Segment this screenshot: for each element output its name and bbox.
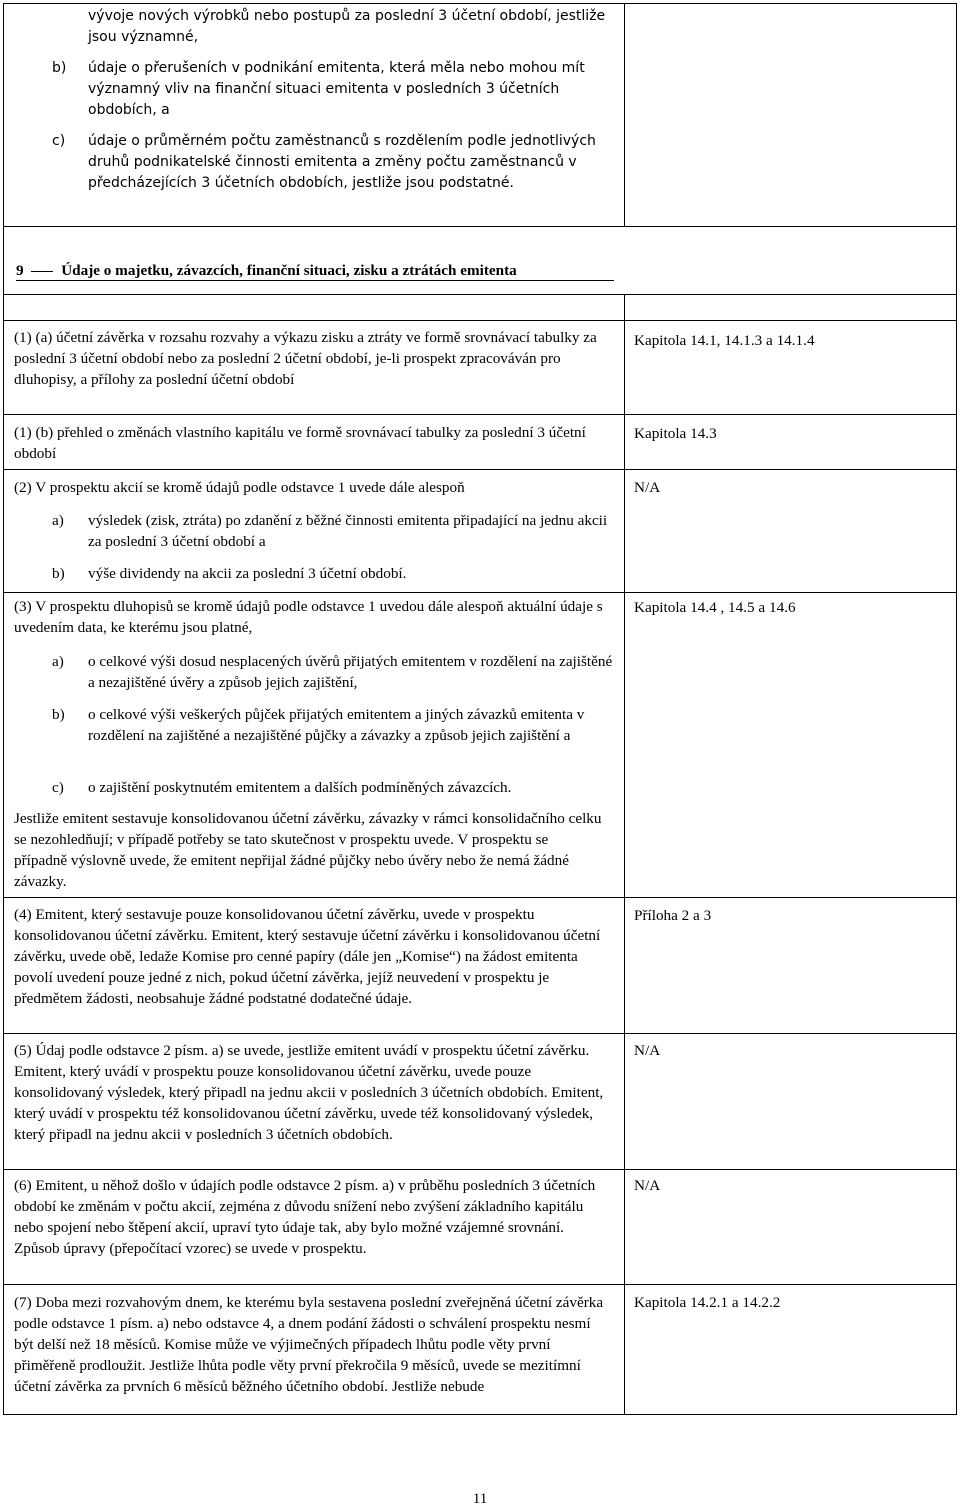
row-2-text-a: výsledek (zisk, ztráta) po zdanění z běžné činnosti emitenta připadající na jednu akcii za poslední 3 účetní období a: [88, 512, 608, 550]
table-top-border: [3, 3, 957, 4]
row-7-text: (7) Doba mezi rozvahovým dnem, ke kterému byla sestavena poslední zveřejněná účetní závěrka podle odstavce 1 písm. a) nebo odstavce 4, a dnem podání žádosti o schválení prospektu nesmí být delší než 18 měsíců. Komise může ve výjimečných případech lhůtu podle věty první přiměřeně prodloužit. Jestliže lhůta podle věty první překročila 9 měsíců, uvede se mezitímní účetní závěrka za prvních 6 měsíců běžného účetního období. Jestliže nebude: [14, 1294, 604, 1395]
section-heading: [16, 260, 946, 281]
row-3-label-c: c): [52, 779, 64, 796]
row-border: [3, 897, 957, 898]
row-3-text-c: o zajištění poskytnutém emitentem a dalších podmíněných závazcích.: [88, 779, 512, 796]
row-7-ref: Kapitola 14.2.1 a 14.2.2: [634, 1294, 781, 1311]
column-divider: [624, 294, 625, 1415]
row-border: [3, 294, 957, 295]
row-4-ref: Příloha 2 a 3: [634, 907, 712, 924]
row-1a-text: (1) (a) účetní závěrka v rozsahu rozvahy a výkazu zisku a ztráty ve formě srovnávací tabulky za poslední 3 účetní období nebo za poslední 2 účetní období, je-li prospekt zpracováván pro dluhopisy, a přílohy za poslední účetní období: [14, 329, 597, 388]
row-border: [3, 1169, 957, 1170]
intro-continuation: vývoje nových výrobků nebo postupů za poslední 3 účetní období, jestliže jsou významné,: [88, 8, 606, 45]
row-3-label-b: b): [52, 706, 65, 723]
row-6-text: (6) Emitent, u něhož došlo v údajích podle odstavce 2 písm. a) v průběhu posledních 3 účetních období ke změnám v počtu akcií, zejména z důvodu snížení nebo zvýšení základního kapitálu nebo spojení nebo štěpení akcií, upraví tyto údaje tak, aby bylo možné vzájemné srovnání. Způsob úpravy (přepočítací vzorec) se uvede v prospektu.: [14, 1177, 596, 1257]
table-bottom-border: [3, 1414, 957, 1415]
row-1b-ref: Kapitola 14.3: [634, 425, 717, 442]
row-border: [3, 226, 957, 227]
section-number: 9: [16, 262, 24, 279]
table-left-border: [3, 3, 4, 1415]
row-5-text: (5) Údaj podle odstavce 2 písm. a) se uvede, jestliže emitent uvádí v prospektu účetní závěrku. Emitent, který uvádí v prospektu pouze konsolidovanou účetní závěrku, uvede pouze konsolidovaný výsledek, který připadl na jednu akcii v posledních 3 účetních obdobích. Emitent, který uvádí v prospektu též konsolidovanou účetní závěrku, uvede též konsolidovaný výsledek, který připadl na jednu akcii v posledních 3 účetních obdobích.: [14, 1042, 604, 1143]
row-border: [3, 414, 957, 415]
row-3-ref: Kapitola 14.4 , 14.5 a 14.6: [634, 599, 796, 616]
row-2-text-b: výše dividendy na akcii za poslední 3 účetní období.: [88, 565, 407, 582]
row-border: [3, 592, 957, 593]
row-border: [3, 320, 957, 321]
heading-dash: [31, 271, 53, 272]
row-1a-ref: Kapitola 14.1, 14.1.3 a 14.1.4: [634, 332, 815, 349]
row-5-ref: N/A: [634, 1042, 661, 1059]
row-2-label-b: b): [52, 565, 65, 582]
column-divider: [624, 3, 625, 227]
row-3-tail: Jestliže emitent sestavuje konsolidovanou účetní závěrku, závazky v rámci konsolidačního celku se nezohledňují; v případě potřeby se tato skutečnost v prospektu uvede. V prospektu se případně výslovně uvede, že emitent nepřijal žádné půjčky nebo úvěry nebo že nemá žádné závazky.: [14, 810, 602, 890]
row-border: [3, 1284, 957, 1285]
row-1b-text: (1) (b) přehled o změnách vlastního kapitálu ve formě srovnávací tabulky za poslední 3 účetní období: [14, 424, 586, 462]
row-2-label-a: a): [52, 512, 64, 529]
item-text-c-part1: údaje o průměrném počtu zaměstnanců s rozdělením podle jednotlivých druhů podnikatelské činnosti emitenta a změny počtu: [88, 133, 596, 170]
page-number: 11: [472, 1490, 488, 1507]
row-3-text-a: o celkové výši dosud nesplacených úvěrů přijatých emitentem v rozdělení na zajištěné a nezajištěné úvěry a způsob jejich zajištění,: [88, 653, 613, 691]
row-3-text: (3) V prospektu dluhopisů se kromě údajů podle odstavce 1 uvedou dále alespoň aktuální údaje s uvedením data, ke kterému jsou platné,: [14, 598, 603, 636]
table-right-border: [956, 3, 957, 1415]
section-heading-underline: [16, 280, 614, 281]
item-text-c: [88, 131, 608, 194]
item-text-c-part2: zaměstnanců v předcházejících 3 účetních obdobích, jestliže jsou podstatné.: [88, 154, 577, 191]
section-title: Údaje o majetku, závazcích, finanční situaci, zisku a ztrátách emitenta: [61, 262, 517, 279]
row-3-label-a: a): [52, 653, 64, 670]
item-label-c: c): [52, 133, 66, 149]
item-text-b: údaje o přerušeních v podnikání emitenta, která měla nebo mohou mít významný vliv na finanční situaci emitenta v posledních 3 účetních obdobích, a: [88, 60, 585, 118]
row-2-text: (2) V prospektu akcií se kromě údajů podle odstavce 1 uvede dále alespoň: [14, 479, 465, 496]
item-label-b: b): [52, 60, 67, 76]
row-border: [3, 1033, 957, 1034]
row-2-ref: N/A: [634, 479, 661, 496]
row-3-text-b: o celkové výši veškerých půjček přijatých emitentem a jiných závazků emitenta v rozdělení na zajištěné a nezajištěné půjčky a závazky a způsob jejich zajištění a: [88, 706, 585, 744]
row-6-ref: N/A: [634, 1177, 661, 1194]
row-border: [3, 469, 957, 470]
row-4-text: (4) Emitent, který sestavuje pouze konsolidovanou účetní závěrku, uvede v prospektu konsolidovanou účetní závěrku. Emitent, který sestavuje účetní závěrku i konsolidovanou účetní závěrku, uvede obě, ledaže Komise pro cenné papíry (dále jen „Komise“) na žádost emitenta povolí uvedení pouze jedné z nich, pokud účetní závěrka, jejíž neuvedení v prospektu je předmětem žádosti, neobsahuje žádné podstatné dodatečné údaje.: [14, 906, 601, 1007]
